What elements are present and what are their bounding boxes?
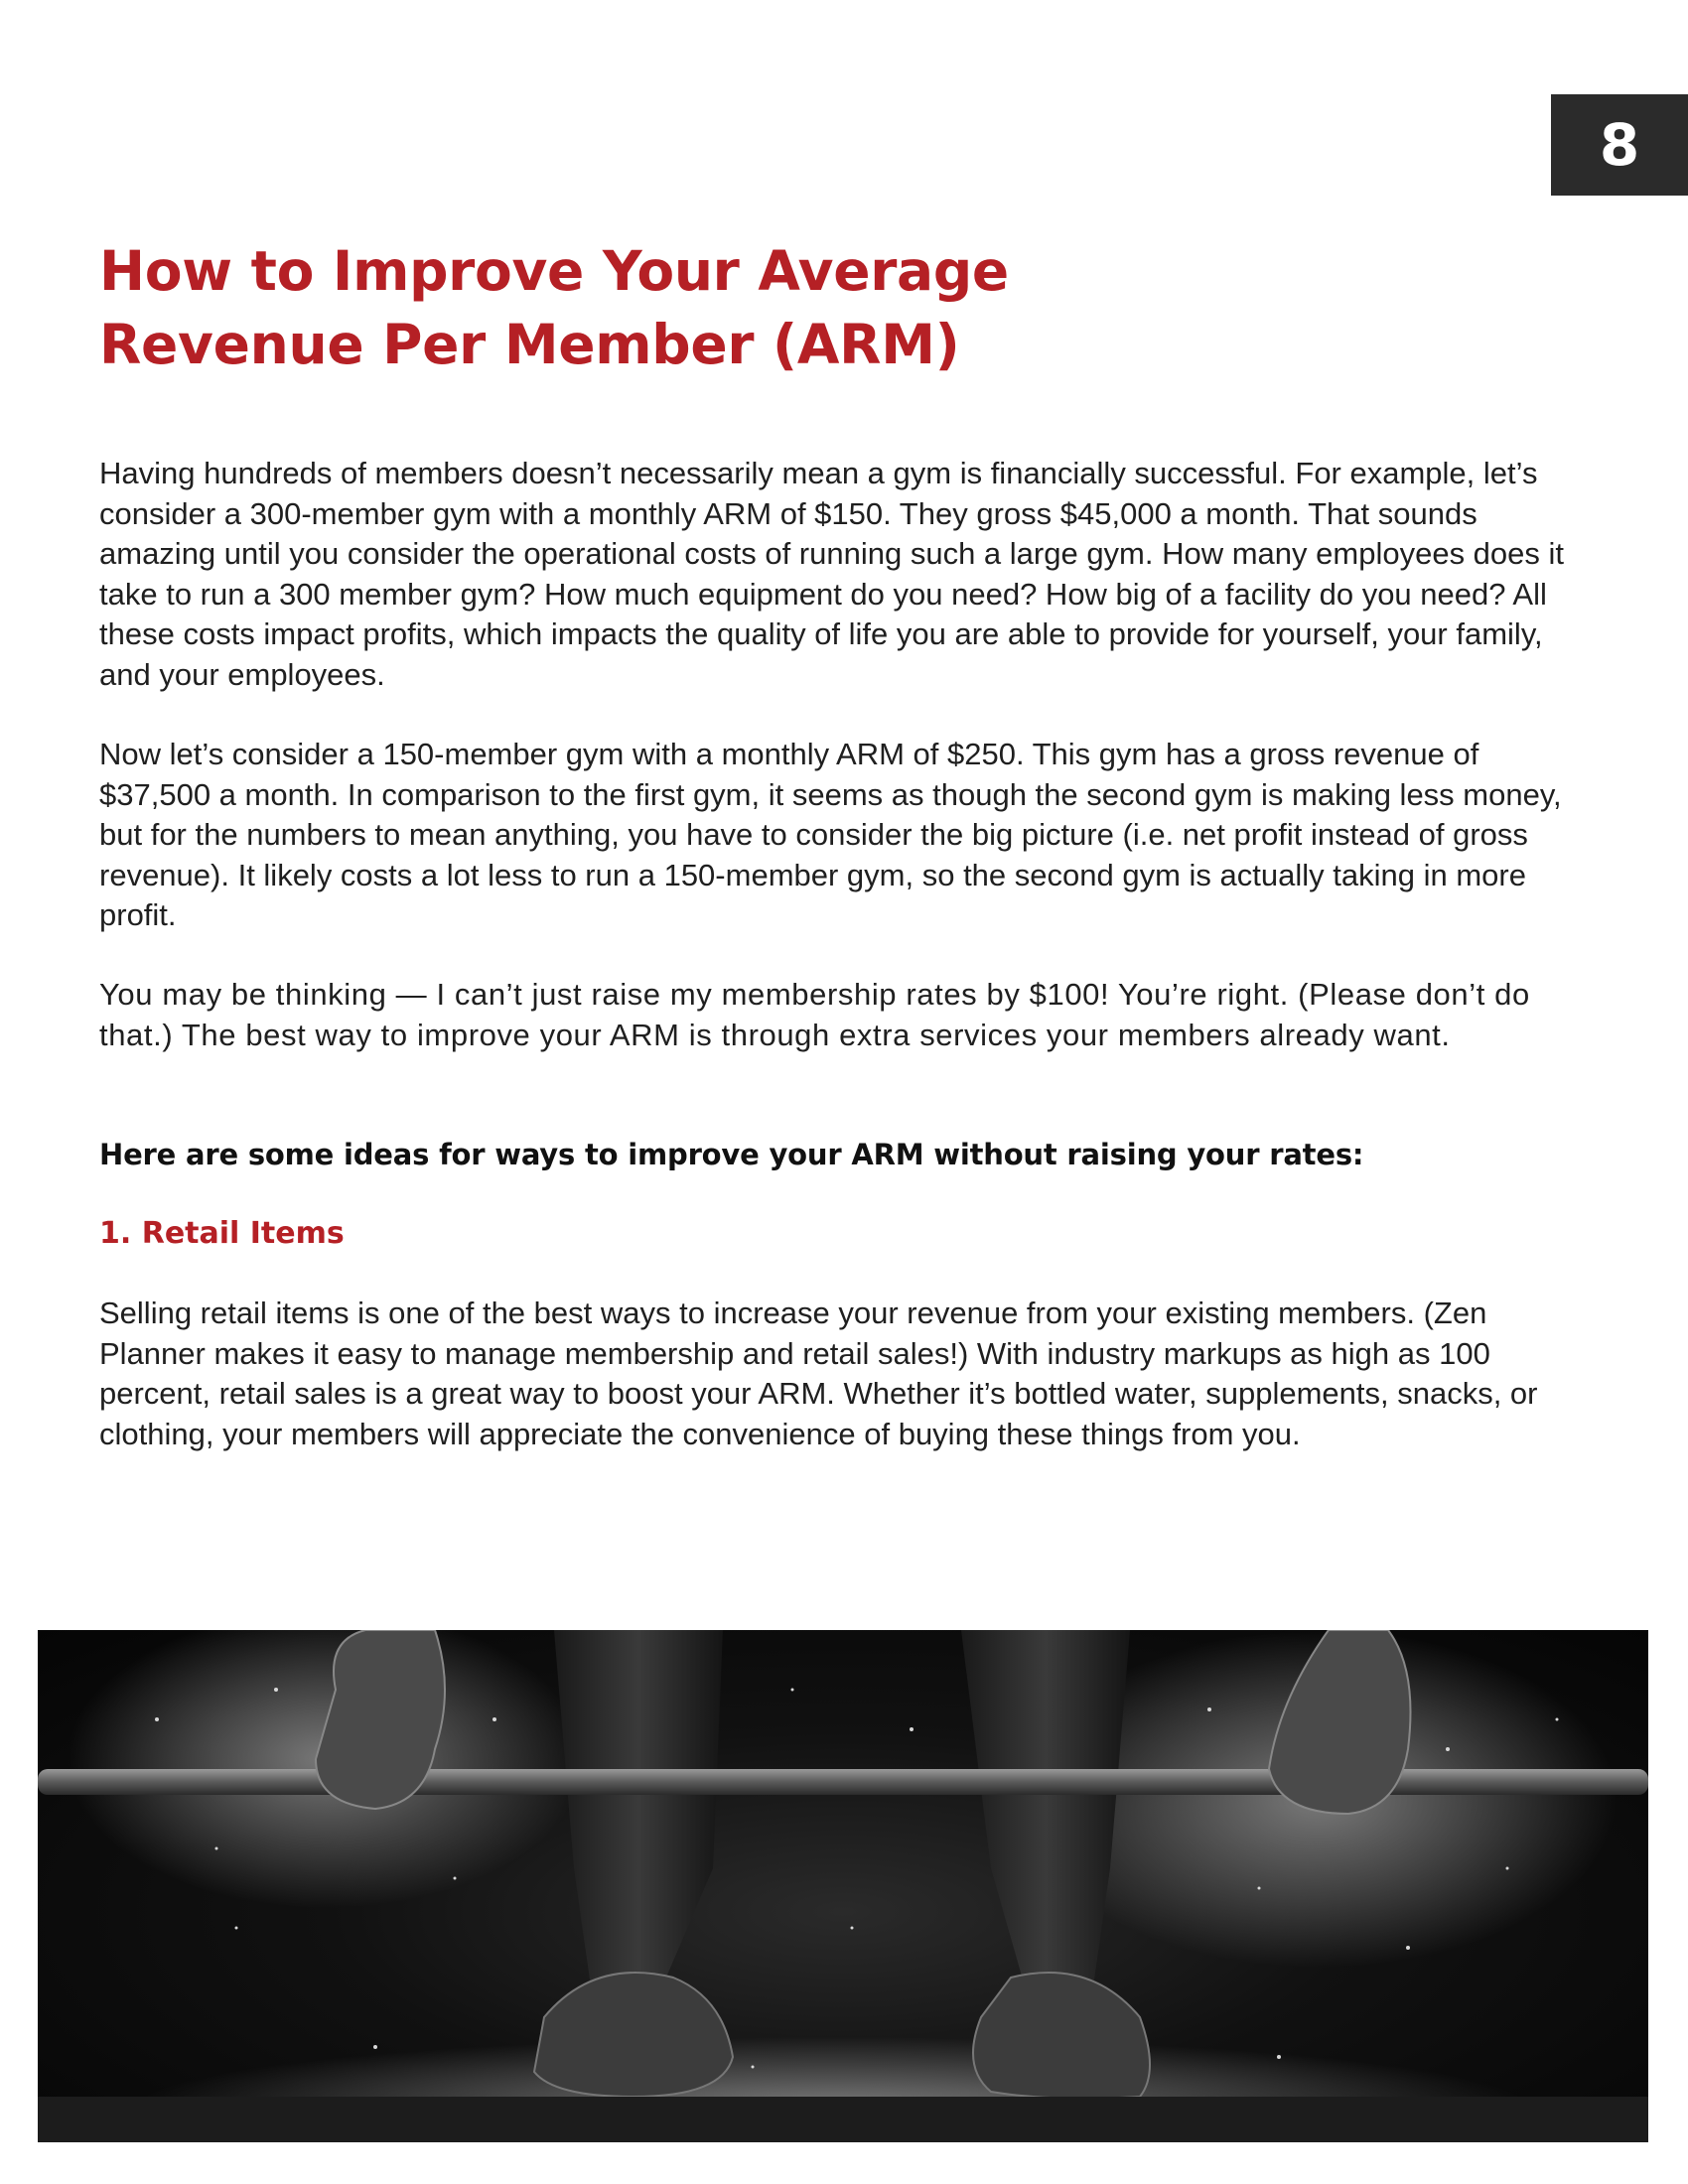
advice-paragraph: You may be thinking — I can’t just raise my membership rates by $100! You’re right. (Please don’t do that.) The best way to improve your ARM is through extra services your members already want. (99, 977, 1530, 1052)
weightlifter-photo (38, 1630, 1648, 2142)
retail-items-paragraph: Selling retail items is one of the best ways to increase your revenue from your existing members. (Zen Planner makes it easy to manage membership and retail sales!) With industry markups as high as 100 percent, retail sales is a great way to boost your ARM. Whether it’s bottled water, supplements, snacks, or clothing, your members will appreciate the convenience of buying these things from you. (99, 1296, 1538, 1451)
floor (38, 2097, 1648, 2142)
comparison-paragraph: Now let’s consider a 150-member gym with a monthly ARM of $250. This gym has a gross revenue of $37,500 a month. In comparison to the first gym, it seems as though the second gym is making less money, but for the numbers to mean anything, you have to consider the big picture (i.e. net profit instead of gross revenue). It likely costs a lot less to run a 150-member gym, so the second gym is actually taking in more profit. (99, 737, 1562, 932)
right-leg (961, 1630, 1130, 2007)
left-shoe (534, 1973, 733, 2097)
right-shoe (973, 1973, 1150, 2099)
barbell (38, 1769, 1648, 1795)
intro-paragraph: Having hundreds of members doesn’t necessarily mean a gym is financially successful. For example, let’s consider a 300-member gym with a monthly ARM of $150. They gross $45,000 a month. That sounds amazing until you consider the operational costs of running such a large gym. How many employees does it take to run a 300 member gym? How much equipment do you need? How big of a facility do you need? All these costs impact profits, which impacts the quality of life you are able to provide for yourself, your family, and your employees. (99, 456, 1565, 692)
weightlifter-illustration (38, 1630, 1648, 2142)
page-title-line-1: How to Improve Your Average (99, 239, 1009, 303)
page-number-badge: 8 (1551, 94, 1688, 196)
left-leg (554, 1630, 723, 2007)
section-heading-retail-items: 1. Retail Items (99, 1216, 345, 1251)
ideas-heading: Here are some ideas for ways to improve your ARM without raising your rates: (99, 1138, 1364, 1171)
page-title-line-2: Revenue Per Member (ARM) (99, 313, 960, 376)
page-title (99, 234, 1291, 381)
